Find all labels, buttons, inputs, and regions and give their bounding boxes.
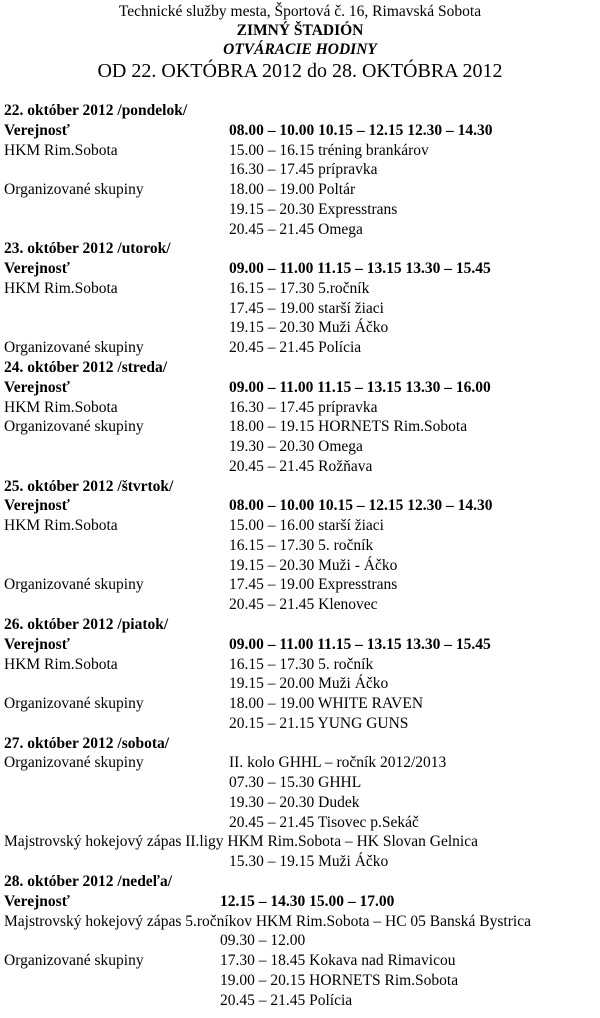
row-times: 17.30 – 18.45 Kokava nad Rimavicou [220, 952, 456, 970]
schedule-row [4, 200, 600, 220]
schedule-row [4, 892, 600, 912]
schedule-row [4, 674, 600, 694]
schedule-row [4, 694, 600, 714]
row-times: 07.30 – 15.30 GHHL [229, 774, 362, 792]
schedule-row [4, 121, 600, 141]
row-label: HKM Rim.Sobota [4, 141, 118, 159]
row-label: Verejnosť [4, 378, 70, 396]
row-label: Majstrovský hokejový zápas 5.ročníkov HKM Rim.Sobota – HC 05 Banská Bystrica [4, 912, 531, 930]
header-venue: ZIMNÝ ŠTADIÓN [236, 22, 364, 39]
header-organization: Technické služby mesta, Športová č. 16, Rimavská Sobota [118, 3, 482, 20]
row-label: Organizované skupiny [4, 339, 144, 357]
row-label: 25. október 2012 /štvrtok/ [4, 477, 174, 495]
row-times: 19.15 – 20.30 Muži Áčko [229, 319, 389, 337]
schedule-row [4, 595, 600, 615]
row-times: 16.30 – 17.45 prípravka [229, 161, 378, 179]
row-times: 08.00 – 10.00 10.15 – 12.15 12.30 – 14.30 [229, 121, 493, 139]
row-label: HKM Rim.Sobota [4, 655, 118, 673]
row-times: 15.00 – 16.00 starší žiaci [229, 517, 384, 535]
row-times: 19.30 – 20.30 Dudek [229, 793, 360, 811]
row-times: 12.15 – 14.30 15.00 – 17.00 [220, 892, 395, 910]
schedule-row [4, 991, 600, 1011]
row-label: Organizované skupiny [4, 754, 144, 772]
row-label: Organizované skupiny [4, 418, 144, 436]
schedule-row [4, 832, 600, 852]
schedule-row [4, 655, 600, 675]
row-label: 24. október 2012 /streda/ [4, 359, 168, 376]
row-times: 18.00 – 19.15 HORNETS Rim.Sobota [229, 418, 468, 436]
row-times: 20.45 – 21.45 Tisovec p.Sekáč [229, 813, 419, 831]
row-times: 17.45 – 19.00 Expresstrans [229, 576, 398, 594]
row-label: Verejnosť [4, 635, 70, 653]
row-label: 28. október 2012 /nedeľa/ [4, 873, 173, 891]
schedule-row [4, 160, 600, 180]
schedule-row [4, 398, 600, 418]
row-times: 15.00 – 16.15 tréning brankárov [229, 141, 429, 159]
row-times: 20.45 – 21.45 Rožňava [229, 457, 373, 475]
row-label: HKM Rim.Sobota [4, 398, 118, 416]
row-times: II. kolo GHHL – ročník 2012/2013 [229, 754, 447, 772]
schedule-row [4, 912, 600, 932]
row-times: 20.45 – 21.45 Polícia [220, 991, 353, 1009]
row-times: 18.00 – 19.00 Poltár [229, 181, 356, 199]
row-times: 17.45 – 19.00 starší žiaci [229, 299, 384, 317]
schedule-row [4, 714, 600, 734]
schedule-row [4, 635, 600, 655]
row-label: Majstrovský hokejový zápas II.ligy HKM Rim.Sobota – HK Slovan Gelnica [4, 833, 478, 851]
row-times: 09.30 – 12.00 [220, 932, 306, 950]
schedule-row [4, 753, 600, 773]
schedule-row [4, 931, 600, 951]
row-label: 22. október 2012 /pondelok/ [4, 102, 188, 119]
row-label: 27. október 2012 /sobota/ [4, 734, 170, 752]
schedule-row [4, 773, 600, 793]
row-times: 19.15 – 20.00 Muži Áčko [229, 675, 389, 693]
row-times: 19.15 – 20.30 Muži - Áčko [229, 556, 398, 574]
schedule-row [4, 575, 600, 595]
row-times: 20.15 – 21.15 YUNG GUNS [229, 714, 409, 732]
row-times: 19.30 – 20.30 Omega [229, 438, 363, 456]
row-label: Verejnosť [4, 121, 70, 139]
row-label: Organizované skupiny [4, 952, 144, 970]
row-label: Verejnosť [4, 260, 70, 278]
row-times: 08.00 – 10.00 10.15 – 12.15 12.30 – 14.30 [229, 497, 493, 515]
schedule-row [4, 141, 600, 161]
row-label: Organizované skupiny [4, 695, 144, 713]
row-label: 26. október 2012 /piatok/ [4, 616, 169, 634]
schedule-row [4, 496, 600, 516]
schedule-row [4, 318, 600, 338]
row-times: 16.30 – 17.45 prípravka [229, 398, 378, 416]
row-label: Verejnosť [4, 892, 70, 910]
schedule-row [4, 951, 600, 971]
schedule-row [4, 417, 600, 437]
schedule-row [4, 378, 600, 398]
day-heading [4, 239, 600, 259]
row-times: 09.00 – 11.00 11.15 – 13.15 13.30 – 15.45 [229, 635, 491, 653]
row-times: 20.45 – 21.45 Klenovec [229, 596, 378, 614]
row-times: 16.15 – 17.30 5. ročník [229, 655, 374, 673]
row-times: 18.00 – 19.00 WHITE RAVEN [229, 695, 424, 713]
day-heading [4, 734, 600, 754]
schedule-row [4, 279, 600, 299]
schedule-row [4, 220, 600, 240]
row-times: 16.15 – 17.30 5. ročník [229, 536, 374, 554]
schedule-row [4, 971, 600, 991]
day-heading [4, 477, 600, 497]
row-label: Organizované skupiny [4, 576, 144, 594]
row-label: HKM Rim.Sobota [4, 279, 118, 297]
schedule-row [4, 813, 600, 833]
day-heading [4, 615, 600, 635]
row-times: 20.45 – 21.45 Omega [229, 220, 363, 238]
row-label: Organizované skupiny [4, 181, 144, 199]
row-times: 16.15 – 17.30 5.ročník [229, 279, 370, 297]
schedule-row [4, 852, 600, 872]
schedule-row [4, 259, 600, 279]
schedule-row [4, 299, 600, 319]
day-heading [4, 358, 600, 378]
row-times: 09.00 – 11.00 11.15 – 13.15 13.30 – 15.45 [229, 260, 491, 278]
schedule-row [4, 180, 600, 200]
schedule-row [4, 516, 600, 536]
row-times: 19.15 – 20.30 Expresstrans [229, 200, 398, 218]
schedule-row [4, 536, 600, 556]
row-label: 23. október 2012 /utorok/ [4, 240, 171, 258]
day-heading [4, 872, 600, 892]
day-heading [4, 101, 600, 121]
schedule-row [4, 793, 600, 813]
schedule-row [4, 457, 600, 477]
row-label: HKM Rim.Sobota [4, 517, 118, 535]
schedule-row [4, 437, 600, 457]
schedule-row [4, 338, 600, 358]
row-times: 15.30 – 19.15 Muži Áčko [229, 853, 389, 871]
row-times: 19.00 – 20.15 HORNETS Rim.Sobota [220, 971, 459, 989]
row-times: 20.45 – 21.45 Polícia [229, 339, 362, 357]
header-opening-hours: OTVÁRACIE HODINY [223, 41, 377, 58]
row-times: 09.00 – 11.00 11.15 – 13.15 13.30 – 16.00 [229, 378, 491, 396]
schedule-row [4, 556, 600, 576]
header-date-range: OD 22. OKTÓBRA 2012 do 28. OKTÓBRA 2012 [97, 60, 503, 82]
row-label: Verejnosť [4, 497, 70, 515]
